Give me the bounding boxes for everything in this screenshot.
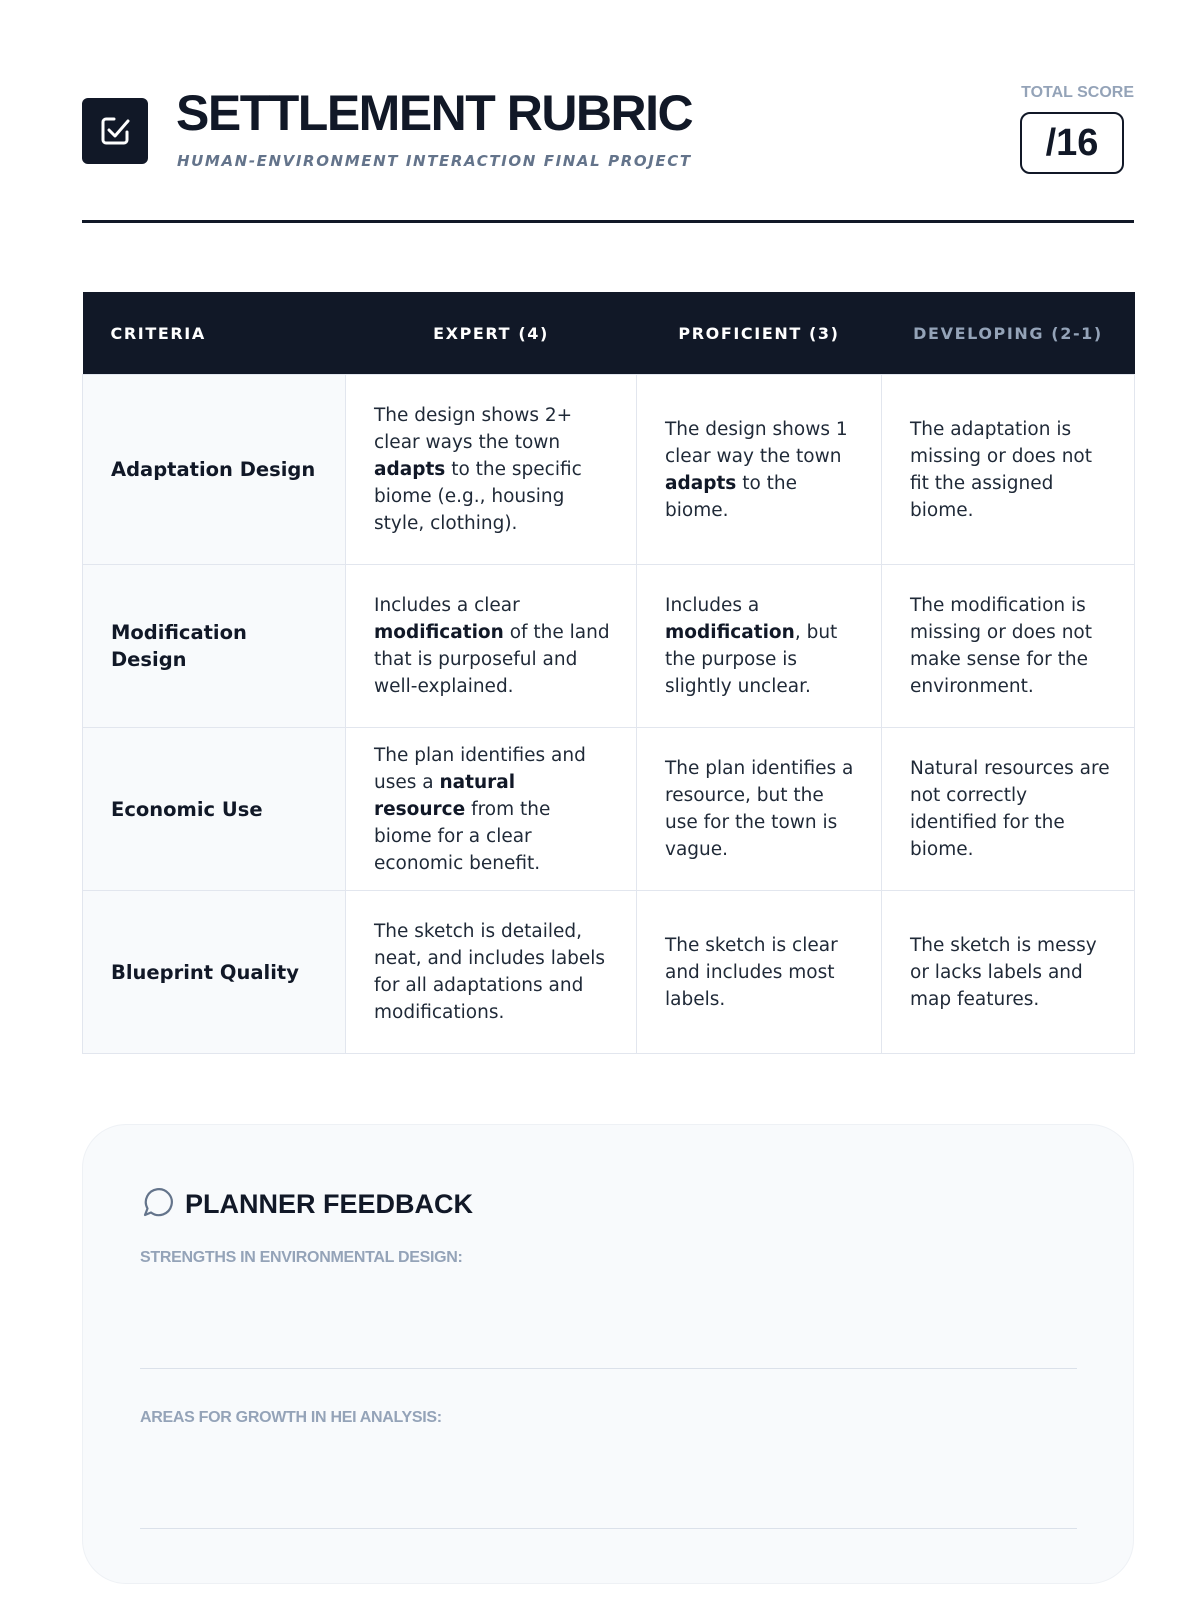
rubric-header-row <box>83 292 1135 375</box>
proficient-cell: The sketch is clear and includes most labels. <box>637 891 882 1054</box>
strengths-label: STRENGTHS IN ENVIRONMENTAL DESIGN: <box>140 1249 463 1266</box>
checkbox-icon <box>82 98 148 164</box>
proficient-cell: The design shows 1 clear way the town adapts to the biome. <box>637 375 882 565</box>
feedback-header <box>139 1185 473 1223</box>
strengths-write-line[interactable] <box>140 1368 1077 1369</box>
total-score-label: TOTAL SCORE <box>1021 84 1134 101</box>
expert-cell: The plan identifies and uses a natural resource from the biome for a clear economic benefit. <box>346 728 637 891</box>
criteria-cell: Economic Use <box>83 728 346 891</box>
table-row <box>83 728 1135 891</box>
page-subtitle: HUMAN-ENVIRONMENT INTERACTION FINAL PROJECT <box>177 152 692 170</box>
feedback-title: PLANNER FEEDBACK <box>185 1188 474 1219</box>
column-header-criteria: CRITERIA <box>83 292 346 375</box>
expert-cell: Includes a clear modification of the land that is purposeful and well-explained. <box>346 565 637 728</box>
expert-cell: The design shows 2+ clear ways the town adapts to the specific biome (e.g., housing style, clothing). <box>346 375 637 565</box>
table-row <box>83 891 1135 1054</box>
header <box>82 78 1134 188</box>
header-divider <box>82 220 1134 223</box>
expert-cell: The sketch is detailed, neat, and includes labels for all adaptations and modifications. <box>346 891 637 1054</box>
developing-cell: The sketch is messy or lacks labels and map features. <box>882 891 1135 1054</box>
developing-cell: The adaptation is missing or does not fit the assigned biome. <box>882 375 1135 565</box>
criteria-cell: Adaptation Design <box>83 375 346 565</box>
criteria-cell: Blueprint Quality <box>83 891 346 1054</box>
total-score-field[interactable]: /16 <box>1020 112 1124 174</box>
column-header-expert: EXPERT (4) <box>346 292 637 375</box>
page-title: SETTLEMENT RUBRIC <box>176 85 693 141</box>
criteria-cell: Modification Design <box>83 565 346 728</box>
table-row <box>83 565 1135 728</box>
growth-write-line[interactable] <box>140 1528 1077 1529</box>
column-header-developing: DEVELOPING (2-1) <box>882 292 1135 375</box>
feedback-panel <box>82 1124 1134 1584</box>
growth-label: AREAS FOR GROWTH IN HEI ANALYSIS: <box>140 1409 442 1426</box>
proficient-cell: The plan identifies a resource, but the use for the town is vague. <box>637 728 882 891</box>
rubric-table <box>82 292 1135 1054</box>
proficient-cell: Includes a modification, but the purpose is slightly unclear. <box>637 565 882 728</box>
column-header-proficient: PROFICIENT (3) <box>637 292 882 375</box>
speech-bubble-icon <box>139 1185 173 1223</box>
developing-cell: Natural resources are not correctly identified for the biome. <box>882 728 1135 891</box>
developing-cell: The modification is missing or does not make sense for the environment. <box>882 565 1135 728</box>
table-row <box>83 375 1135 565</box>
